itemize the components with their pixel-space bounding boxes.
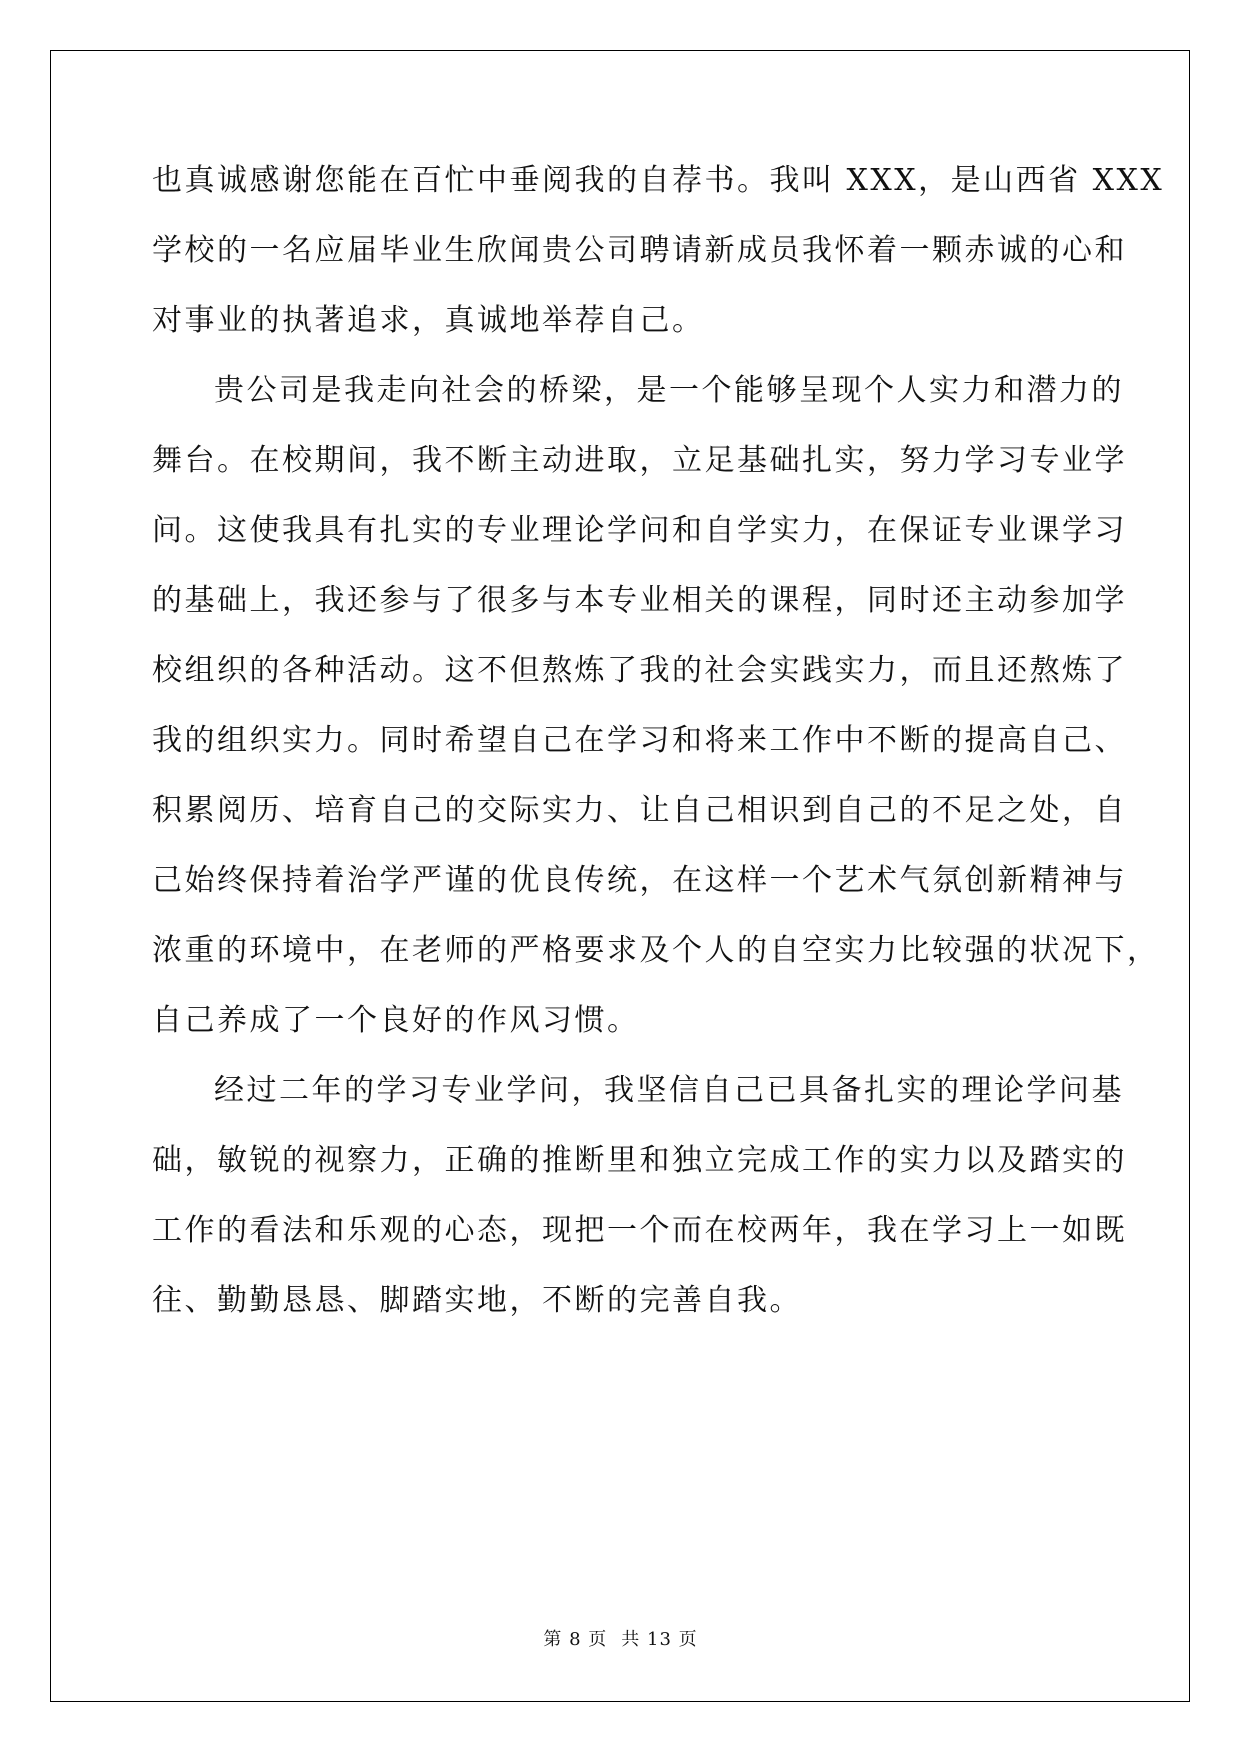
text-line: 校组织的各种活动。这不但熬炼了我的社会实践实力，而且还熬炼了	[152, 653, 1127, 688]
text-line: 己始终保持着治学严谨的优良传统，在这样一个艺术气氛创新精神与	[152, 863, 1127, 898]
text-line: 的基础上，我还参与了很多与本专业相关的课程，同时还主动参加学	[152, 583, 1127, 618]
text-line: 问。这使我具有扎实的专业理论学问和自学实力，在保证专业课学习	[152, 513, 1127, 548]
text-line: 工作的看法和乐观的心态，现把一个而在校两年，我在学习上一如既	[152, 1213, 1127, 1248]
text-line: 贵公司是我走向社会的桥梁，是一个能够呈现个人实力和潜力的	[214, 373, 1124, 408]
paragraph-2	[152, 356, 1160, 1056]
document-body	[152, 146, 1165, 1336]
text-line: 往、勤勤恳恳、脚踏实地，不断的完善自我。	[152, 1283, 802, 1318]
text-line: 学校的一名应届毕业生欣闻贵公司聘请新成员我怀着一颗赤诚的心和	[152, 233, 1127, 268]
text-line: 也真诚感谢您能在百忙中垂阅我的自荐书。我叫 XXX，是山西省 XXX	[152, 163, 1165, 198]
text-line: 积累阅历、培育自己的交际实力、让自己相识到自己的不足之处，自	[152, 793, 1127, 828]
text-line: 自己养成了一个良好的作风习惯。	[152, 1003, 640, 1038]
text-line: 我的组织实力。同时希望自己在学习和将来工作中不断的提高自己、	[152, 723, 1127, 758]
text-line: 经过二年的学习专业学问，我坚信自己已具备扎实的理论学问基	[214, 1073, 1124, 1108]
text-line: 舞台。在校期间，我不断主动进取，立足基础扎实，努力学习专业学	[152, 443, 1127, 478]
page-total: 共 13 页	[621, 1629, 698, 1650]
text-line: 浓重的环境中，在老师的严格要求及个人的自空实力比较强的状况下，	[152, 933, 1160, 968]
text-line: 对事业的执著追求，真诚地举荐自己。	[152, 303, 705, 338]
text-line: 础，敏锐的视察力，正确的推断里和独立完成工作的实力以及踏实的	[152, 1143, 1127, 1178]
paragraph-1	[152, 146, 1165, 356]
paragraph-3	[152, 1056, 1127, 1336]
page-number: 第 8 页	[543, 1629, 608, 1650]
page-footer	[0, 1625, 1241, 1651]
